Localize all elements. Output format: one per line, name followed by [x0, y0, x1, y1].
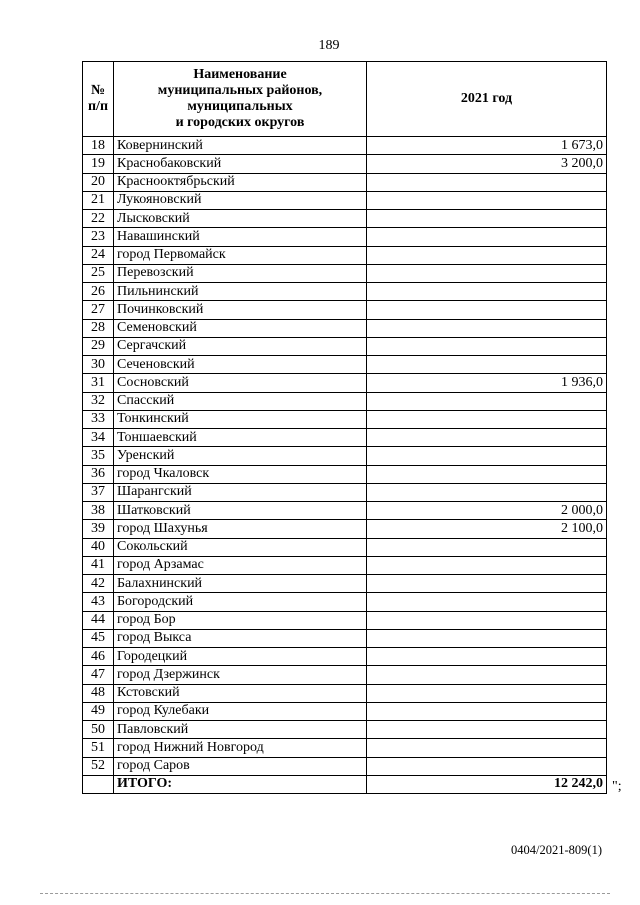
table-row	[83, 319, 607, 337]
row-value	[367, 702, 607, 720]
table-row	[83, 246, 607, 264]
closing-quote-mark: ";	[612, 779, 622, 794]
row-number: 18	[83, 137, 114, 155]
header-name-line: муниципальных	[187, 99, 293, 114]
row-value	[367, 757, 607, 775]
row-number: 23	[83, 228, 114, 246]
row-number: 48	[83, 684, 114, 702]
row-name: город Саров	[114, 757, 367, 775]
table-row	[83, 721, 607, 739]
row-name: Павловский	[114, 721, 367, 739]
row-number: 35	[83, 447, 114, 465]
row-number: 45	[83, 629, 114, 647]
row-name: Шарангский	[114, 483, 367, 501]
row-value	[367, 739, 607, 757]
row-number: 22	[83, 210, 114, 228]
row-value	[367, 575, 607, 593]
row-value	[367, 429, 607, 447]
table-row	[83, 429, 607, 447]
row-number: 28	[83, 319, 114, 337]
row-name: Лукояновский	[114, 191, 367, 209]
table-row	[83, 575, 607, 593]
table-row	[83, 137, 607, 155]
table-row	[83, 173, 607, 191]
row-name: Лысковский	[114, 210, 367, 228]
header-number-line: №	[90, 83, 106, 98]
row-value	[367, 173, 607, 191]
row-number: 41	[83, 556, 114, 574]
row-name: Сергачский	[114, 337, 367, 355]
row-value	[367, 319, 607, 337]
table-row	[83, 410, 607, 428]
row-number: 21	[83, 191, 114, 209]
header-year: 2021 год	[367, 62, 607, 137]
header-name-line: муниципальных районов,	[157, 83, 323, 98]
row-value	[367, 337, 607, 355]
table-header-row	[83, 62, 607, 137]
row-name: Городецкий	[114, 648, 367, 666]
row-name: Сосновский	[114, 374, 367, 392]
total-empty-cell	[83, 775, 114, 793]
row-number: 52	[83, 757, 114, 775]
row-name: Перевозский	[114, 264, 367, 282]
row-value	[367, 191, 607, 209]
table-row	[83, 702, 607, 720]
row-number: 29	[83, 337, 114, 355]
row-number: 46	[83, 648, 114, 666]
row-name: Починковский	[114, 301, 367, 319]
row-name: город Выкса	[114, 629, 367, 647]
row-number: 33	[83, 410, 114, 428]
total-label: ИТОГО:	[114, 775, 367, 793]
row-value	[367, 392, 607, 410]
row-name: Краснобаковский	[114, 155, 367, 173]
row-name: Кстовский	[114, 684, 367, 702]
row-value	[367, 556, 607, 574]
row-number: 19	[83, 155, 114, 173]
row-number: 50	[83, 721, 114, 739]
table-row	[83, 538, 607, 556]
row-value	[367, 483, 607, 501]
row-name: Сокольский	[114, 538, 367, 556]
table-row	[83, 611, 607, 629]
row-name: город Дзержинск	[114, 666, 367, 684]
row-number: 31	[83, 374, 114, 392]
table-row	[83, 374, 607, 392]
row-number: 39	[83, 520, 114, 538]
row-name: Уренский	[114, 447, 367, 465]
total-row	[83, 775, 607, 793]
table-row	[83, 465, 607, 483]
row-number: 20	[83, 173, 114, 191]
table-row	[83, 593, 607, 611]
row-name: Шатковский	[114, 502, 367, 520]
row-name: Краснооктябрьский	[114, 173, 367, 191]
total-value: 12 242,0	[367, 775, 607, 793]
row-name: Пильнинский	[114, 283, 367, 301]
table-row	[83, 666, 607, 684]
row-number: 24	[83, 246, 114, 264]
row-name: город Первомайск	[114, 246, 367, 264]
row-value: 3 200,0	[367, 155, 607, 173]
row-number: 26	[83, 283, 114, 301]
table-row	[83, 283, 607, 301]
row-value	[367, 465, 607, 483]
row-value: 2 000,0	[367, 502, 607, 520]
row-name: город Шахунья	[114, 520, 367, 538]
table-row	[83, 757, 607, 775]
row-number: 25	[83, 264, 114, 282]
row-value	[367, 301, 607, 319]
row-number: 43	[83, 593, 114, 611]
row-name: Сеченовский	[114, 356, 367, 374]
table-row	[83, 337, 607, 355]
table-row	[83, 155, 607, 173]
table-row	[83, 483, 607, 501]
row-value	[367, 593, 607, 611]
row-name: город Чкаловск	[114, 465, 367, 483]
scan-edge-line	[40, 893, 610, 894]
row-name: город Кулебаки	[114, 702, 367, 720]
table-row	[83, 392, 607, 410]
row-name: Ковернинский	[114, 137, 367, 155]
table-row	[83, 228, 607, 246]
row-name: город Нижний Новгород	[114, 739, 367, 757]
row-value	[367, 721, 607, 739]
table-row	[83, 447, 607, 465]
row-value	[367, 666, 607, 684]
row-number: 40	[83, 538, 114, 556]
row-number: 30	[83, 356, 114, 374]
row-value	[367, 538, 607, 556]
row-value	[367, 447, 607, 465]
row-number: 34	[83, 429, 114, 447]
table-row	[83, 556, 607, 574]
row-number: 27	[83, 301, 114, 319]
row-value	[367, 410, 607, 428]
row-value	[367, 264, 607, 282]
row-number: 36	[83, 465, 114, 483]
row-number: 32	[83, 392, 114, 410]
table-row	[83, 648, 607, 666]
row-number: 42	[83, 575, 114, 593]
row-value: 1 673,0	[367, 137, 607, 155]
row-value	[367, 611, 607, 629]
row-value: 2 100,0	[367, 520, 607, 538]
row-name: Балахнинский	[114, 575, 367, 593]
row-name: Тонкинский	[114, 410, 367, 428]
table-row	[83, 502, 607, 520]
document-code: 0404/2021-809(1)	[511, 843, 602, 857]
row-value	[367, 648, 607, 666]
row-name: Навашинский	[114, 228, 367, 246]
header-name	[114, 62, 367, 137]
row-name: Семеновский	[114, 319, 367, 337]
table-row	[83, 264, 607, 282]
table-row	[83, 191, 607, 209]
table-row	[83, 356, 607, 374]
table-row	[83, 210, 607, 228]
row-value	[367, 356, 607, 374]
table-row	[83, 629, 607, 647]
table-row	[83, 739, 607, 757]
row-value	[367, 629, 607, 647]
row-value	[367, 210, 607, 228]
table-row	[83, 684, 607, 702]
row-name: Тоншаевский	[114, 429, 367, 447]
row-number: 51	[83, 739, 114, 757]
table-row	[83, 520, 607, 538]
row-number: 47	[83, 666, 114, 684]
row-value: 1 936,0	[367, 374, 607, 392]
page-number: 189	[318, 38, 340, 53]
row-name: Богородский	[114, 593, 367, 611]
budget-table	[82, 61, 607, 794]
table-row	[83, 301, 607, 319]
row-value	[367, 246, 607, 264]
row-number: 38	[83, 502, 114, 520]
header-name-line: Наименование	[193, 67, 287, 82]
row-number: 49	[83, 702, 114, 720]
row-name: Спасский	[114, 392, 367, 410]
row-value	[367, 684, 607, 702]
header-number	[83, 62, 114, 137]
row-name: город Арзамас	[114, 556, 367, 574]
row-number: 44	[83, 611, 114, 629]
row-number: 37	[83, 483, 114, 501]
row-name: город Бор	[114, 611, 367, 629]
header-number-line: п/п	[87, 99, 109, 114]
row-value	[367, 283, 607, 301]
row-value	[367, 228, 607, 246]
header-name-line: и городских округов	[175, 115, 305, 130]
